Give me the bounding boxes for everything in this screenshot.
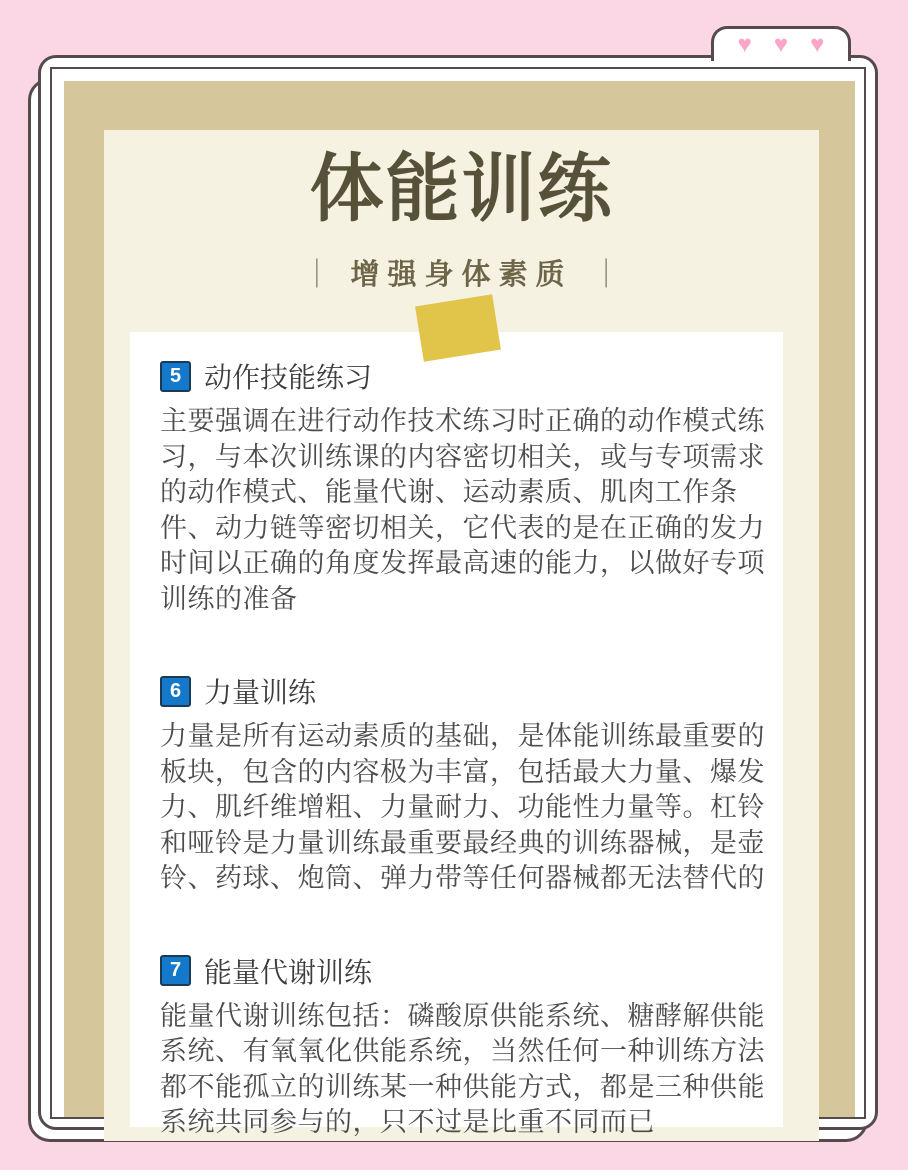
section-title: 力量训练: [204, 677, 317, 708]
section-movement-skill: [160, 356, 767, 617]
section-title: 动作技能练习: [204, 362, 373, 393]
inner-frame: [50, 67, 866, 1137]
section-body: 主要强调在进行动作技术练习时正确的动作模式练习，与本次训练课的内容密切相关，或与专项需求的动作模式、能量代谢、运动素质、肌肉工作条件、动力链等密切相关，它代表的是在正确的发力时间以正确的角度发挥最高速的能力，以做好专项训练的准备: [160, 406, 765, 614]
subtitle-left-bar: ｜: [302, 259, 332, 291]
section-number-badge: 7: [160, 955, 191, 986]
section-energy-metabolism: [160, 951, 767, 1141]
subtitle-right-bar: ｜: [591, 259, 621, 291]
content-card: [130, 332, 783, 1137]
heart-icon: ♥: [773, 31, 789, 58]
page-subtitle: [104, 252, 819, 293]
section-body: 能量代谢训练包括：磷酸原供能系统、糖酵解供能系统、有氧氧化供能系统，当然任何一种训练方法都不能孤立的训练某一种供能方式，都是三种供能系统共同参与的，只不过是比重不同而已: [160, 1000, 765, 1137]
section-strength-training: [160, 671, 767, 897]
section-title: 能量代谢训练: [204, 956, 373, 988]
page-title: 体能训练: [309, 147, 614, 230]
section-number-badge: 5: [160, 361, 191, 392]
card: [38, 55, 878, 1137]
section-heading: [160, 356, 767, 396]
heart-icon: ♥: [737, 31, 752, 58]
section-heading: [160, 671, 767, 711]
section-number-badge: 6: [160, 676, 191, 707]
section-body: 力量是所有运动素质的基础，是体能训练最重要的板块，包含的内容极为丰富，包括最大力量、爆发力、肌纤维增粗、力量耐力、功能性力量等。杠铃和哑铃是力量训练最重要最经典的训练器械，是壶铃、药球、炮筒、弹力带等任何器械都无法替代的: [160, 721, 765, 893]
hearts-tab: [711, 26, 851, 61]
cream-panel: [104, 130, 819, 1141]
tan-frame: [64, 81, 855, 1137]
subtitle-text: 增强身体素质: [350, 259, 573, 291]
section-heading: [160, 951, 767, 991]
heart-icon: ♥: [810, 31, 825, 58]
